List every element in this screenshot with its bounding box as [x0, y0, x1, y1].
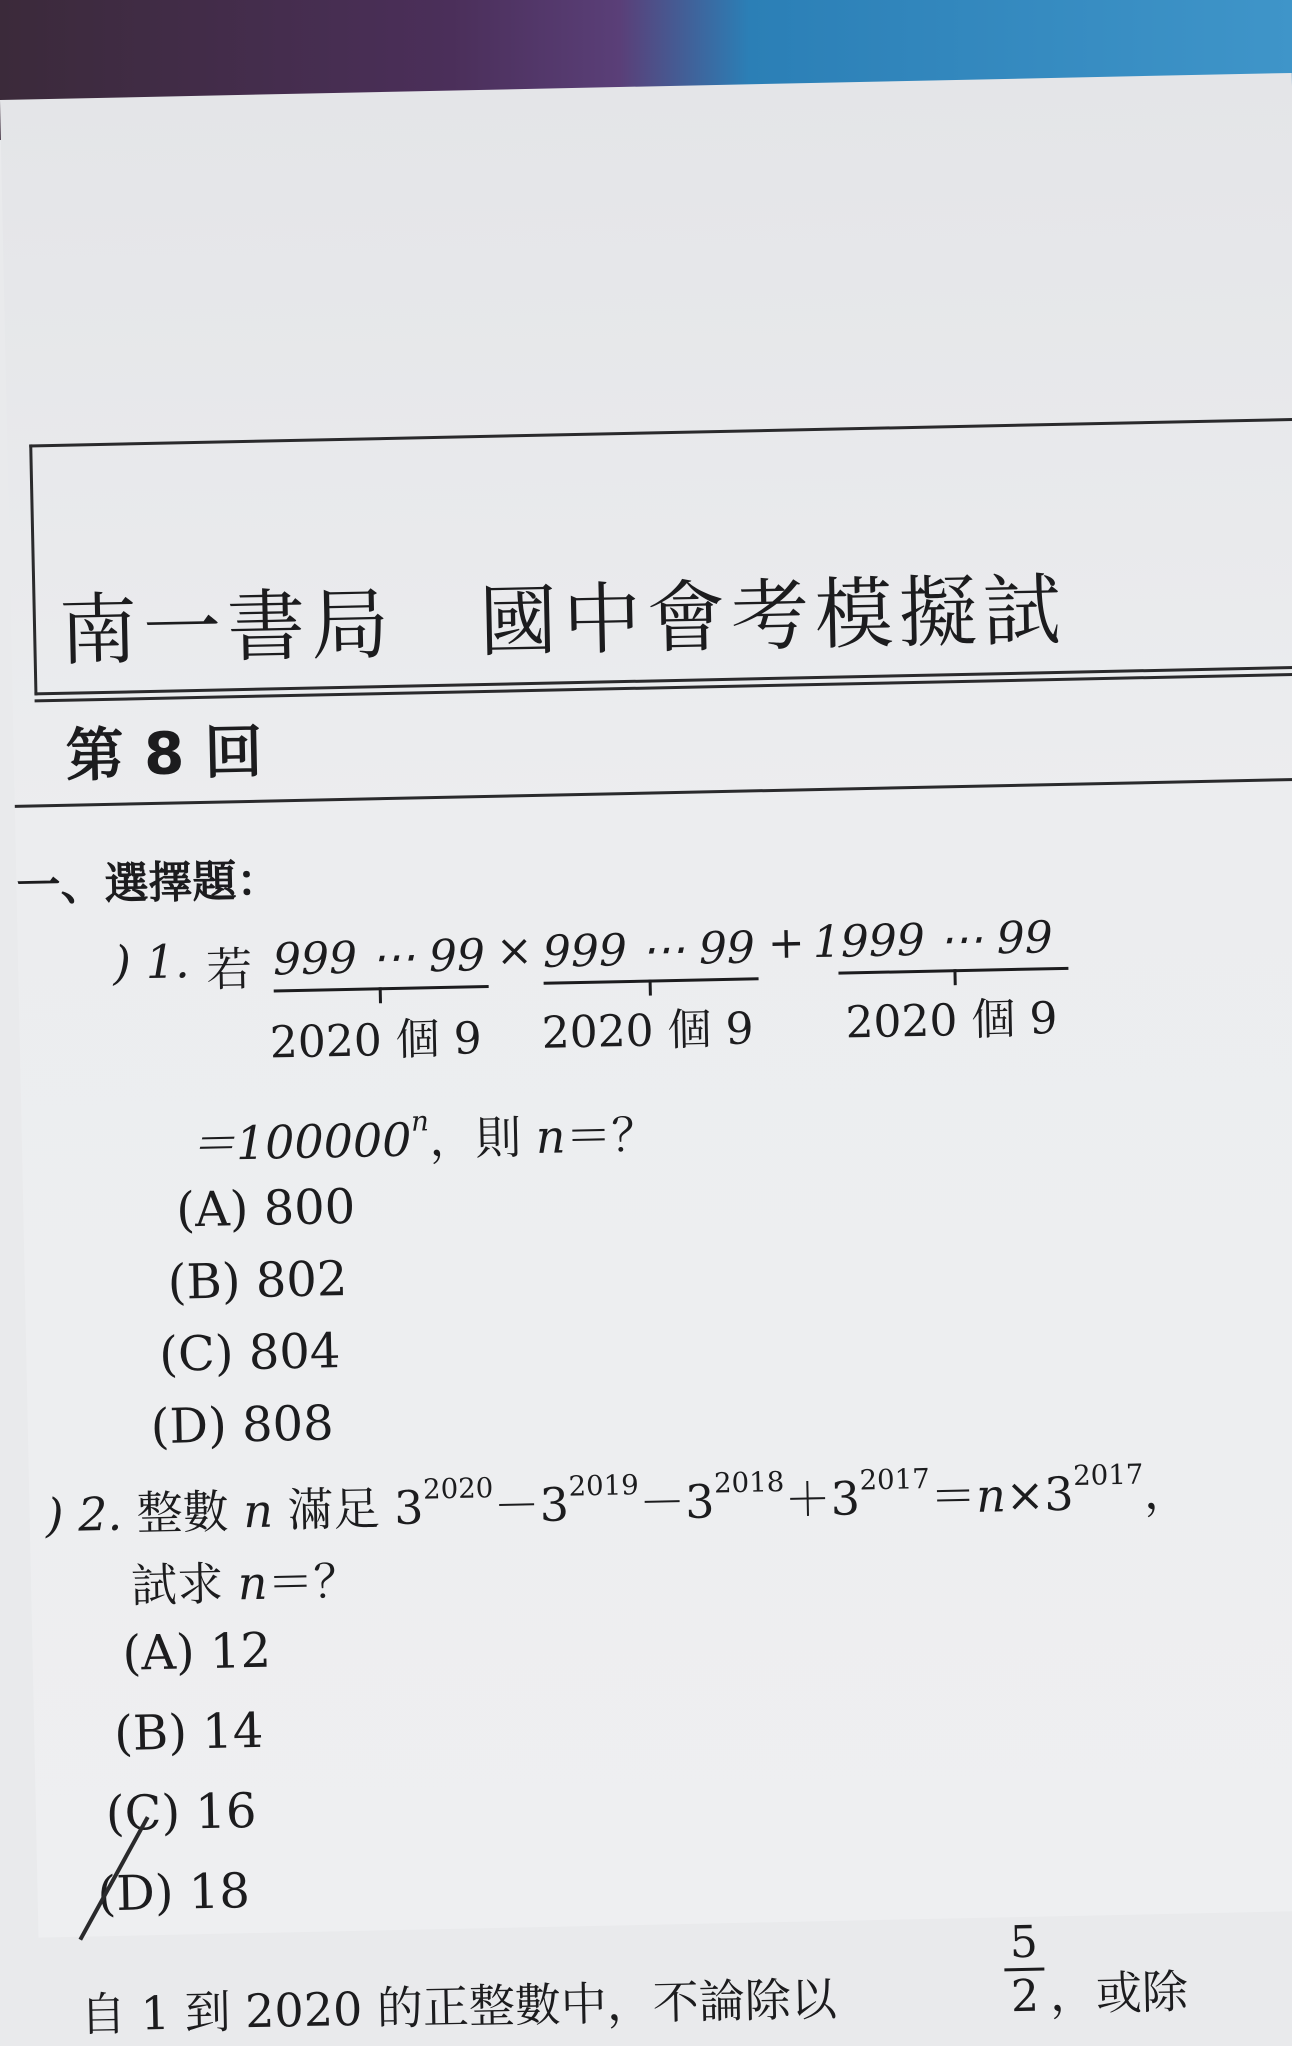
q2-var-3: n	[237, 1555, 268, 1611]
q3-frac-denominator: 2	[1004, 1968, 1045, 2023]
q3-fraction	[1003, 1917, 1045, 2023]
section-title: 一、選擇題：	[15, 855, 281, 912]
publisher-title: 南一書局 國中會考模擬試	[58, 565, 1068, 677]
q2-var: n	[242, 1483, 274, 1539]
q1-eq-end: ，則	[428, 1110, 522, 1167]
q1-eq-start: ＝100000	[189, 1112, 413, 1172]
q1-term2: 999 ⋯ 99	[542, 922, 756, 978]
exam-paper	[0, 73, 1292, 2042]
q1-ask: ＝？	[564, 1107, 659, 1164]
q2-minus-2: －	[638, 1474, 686, 1530]
q2-exp-2: 2019	[568, 1468, 640, 1503]
round-label: 第 8 回	[65, 717, 264, 790]
q1-term1: 999 ⋯ 99	[272, 930, 486, 986]
q2-base-5: 3	[1043, 1466, 1075, 1522]
q2-base-4: 3	[830, 1471, 861, 1526]
q2-text-1: 整數	[136, 1484, 230, 1541]
q2-text-2: 滿足	[287, 1481, 381, 1538]
q2-ask-prefix: 試求	[130, 1556, 224, 1613]
q1-option-b[interactable]: (B) 802	[167, 1250, 348, 1311]
q2-base-3: 3	[684, 1474, 715, 1529]
q1-number: ) 1.	[112, 934, 191, 990]
q3-frac-numerator: 5	[1009, 1916, 1039, 1969]
q2-base-2: 3	[539, 1477, 570, 1533]
q3-tail: ，或除	[1049, 1964, 1189, 2022]
q2-ask: ＝？	[266, 1553, 360, 1610]
q2-eq: ＝	[929, 1468, 977, 1524]
q2-number: ) 2.	[45, 1486, 123, 1543]
q2-plus: ＋	[784, 1471, 832, 1527]
q2-option-c[interactable]: (C) 16	[105, 1783, 257, 1843]
q1-var: n	[535, 1109, 567, 1164]
q2-line-2	[130, 1545, 360, 1616]
q1-eq-exponent: n	[410, 1104, 430, 1138]
q1-count-2: 2020 個 9	[541, 1003, 755, 1059]
q1-option-c[interactable]: (C) 804	[158, 1323, 341, 1383]
q1-term3: 1999 ⋯ 99	[812, 912, 1054, 969]
q2-base-1: 3	[393, 1480, 425, 1536]
q2-minus-1: －	[493, 1478, 541, 1533]
q1-ruo: 若	[205, 941, 253, 997]
q1-brace-tick-1	[379, 987, 382, 1003]
q1-option-a[interactable]: (A) 800	[175, 1178, 356, 1239]
q1-count-3: 2020 個 9	[844, 993, 1058, 1049]
q2-exp-1: 2020	[422, 1471, 494, 1506]
q1-brace-tick-3	[953, 969, 956, 985]
q2-line-1	[45, 1455, 1191, 1545]
q1-brace-tick-2	[649, 980, 652, 996]
q2-option-b[interactable]: (B) 14	[113, 1702, 264, 1762]
q2-comma: ，	[1143, 1464, 1191, 1520]
q2-var-2: n	[975, 1468, 1007, 1523]
q2-exp-3: 2018	[713, 1465, 785, 1500]
q2-option-a[interactable]: (A) 12	[121, 1622, 272, 1682]
q1-times: ×	[495, 925, 534, 977]
q1-count-1: 2020 個 9	[269, 1013, 483, 1069]
q3-partial-text: 自 1 到 2020 的正整數中，不論除以	[79, 1971, 838, 2042]
q2-option-d[interactable]: (D) 18	[97, 1863, 251, 1923]
q2-times: ×	[1005, 1467, 1045, 1523]
q1-option-d[interactable]: (D) 808	[150, 1395, 335, 1456]
q2-exp-4: 2017	[859, 1462, 931, 1497]
q2-exp-5: 2017	[1072, 1457, 1144, 1492]
q1-equation	[189, 1098, 658, 1174]
q1-plus: +	[767, 917, 806, 970]
